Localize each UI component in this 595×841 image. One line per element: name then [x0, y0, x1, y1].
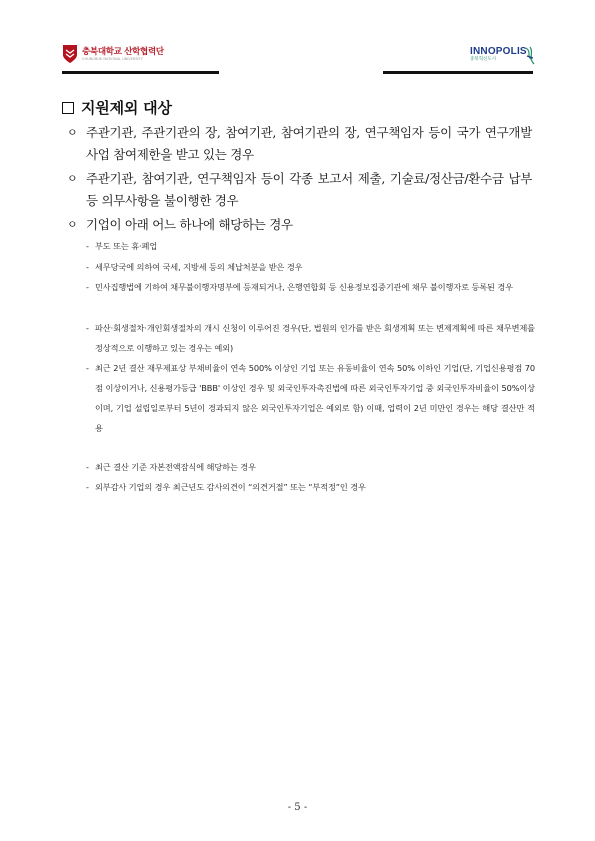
page-header	[0, 0, 595, 80]
university-logo-english: CHUNGBUK NATIONAL UNIVERSITY	[82, 56, 143, 61]
header-rule-left	[62, 71, 219, 74]
sub-list-item	[86, 257, 535, 277]
page-number: - 5 -	[287, 802, 308, 813]
university-logo	[62, 44, 164, 64]
sub-list-item-text: 파산·회생절차·개인회생절차의 개시 신청이 이루어진 경우(단, 법원의 인가를 받은 회생계획 또는 변제계획에 따른 채무변제를 정상적으로 이행하고 있는 경우는 예외)	[95, 323, 535, 353]
list-item	[67, 214, 532, 236]
sub-list-item-text: 최근 결산 기준 자본전액잠식에 해당하는 경우	[95, 462, 256, 472]
dash-bullet: -	[86, 363, 89, 373]
sub-list-item	[86, 236, 535, 256]
sub-list-item	[86, 477, 535, 497]
section-heading	[62, 97, 172, 118]
circle-bullet: ㅇ	[67, 218, 78, 231]
sub-list-item	[86, 277, 535, 297]
dash-bullet: -	[86, 262, 89, 272]
dash-bullet: -	[86, 462, 89, 472]
list-item	[67, 122, 532, 166]
section-title: 지원제외 대상	[81, 99, 172, 117]
circle-bullet: ㅇ	[67, 172, 78, 185]
sub-list-item	[86, 358, 535, 438]
dash-bullet: -	[86, 482, 89, 492]
circle-bullet: ㅇ	[67, 126, 78, 139]
dash-bullet: -	[86, 323, 89, 333]
list-item-text: 주관기관, 참여기관, 연구책임자 등이 각종 보고서 제출, 기술료/정산금/환수금 납부 등 의무사항을 불이행한 경우	[86, 171, 532, 208]
checkbox-square-icon	[62, 102, 74, 114]
sub-list-item-text: 외부감사 기업의 경우 최근년도 감사의견이 “의견거절” 또는 “부적정”인 경우	[95, 482, 366, 492]
dash-bullet: -	[86, 241, 89, 251]
sub-list-item-text: 부도 또는 휴·폐업	[95, 241, 158, 251]
sub-list-item	[86, 318, 535, 358]
dash-bullet: -	[86, 282, 89, 292]
sub-list-item-text: 최근 2년 결산 재무제표상 부채비율이 연속 500% 이상인 기업 또는 유동비율이 연속 50% 이하인 기업(단, 기업신용평점 70점 이상이거나, 신용평가등급 'BBB' 이상인 경우 및 외국인투자촉진법에 따른 외국인투자기업 중 외국인투자비율이 50%이상이며, 기업 설립일로부터 5년이 경과되지 않은 외국인투자기업은 예외로 함) 이때, 업력이 2년 미만인 경우는 해당 결산만 적용	[95, 363, 535, 433]
innopolis-logo-sub: 충북혁신도시	[470, 57, 497, 62]
list-item-text: 주관기관, 주관기관의 장, 참여기관, 참여기관의 장, 연구책임자 등이 국가 연구개발사업 참여제한을 받고 있는 경우	[86, 125, 532, 162]
university-logo-korean: 충북대학교 산학협력단	[82, 46, 164, 57]
sub-list-item-text: 세무당국에 의하여 국세, 지방세 등의 체납처분을 받은 경우	[95, 262, 303, 272]
list-item-text: 기업이 아래 어느 하나에 해당하는 경우	[86, 217, 293, 232]
university-shield-icon	[62, 44, 78, 64]
innopolis-logo	[470, 46, 532, 63]
header-rule-right	[383, 71, 533, 74]
list-item	[67, 168, 532, 212]
sub-list-item-text: 민사집행법에 기하여 채무불이행자명부에 등재되거나, 은행연합회 등 신용정보집중기관에 채무 불이행자로 등록된 경우	[95, 282, 513, 292]
sub-list-item	[86, 457, 535, 477]
innopolis-logo-name: INNOPOLIS	[470, 46, 527, 57]
innopolis-mark-icon	[524, 46, 536, 66]
